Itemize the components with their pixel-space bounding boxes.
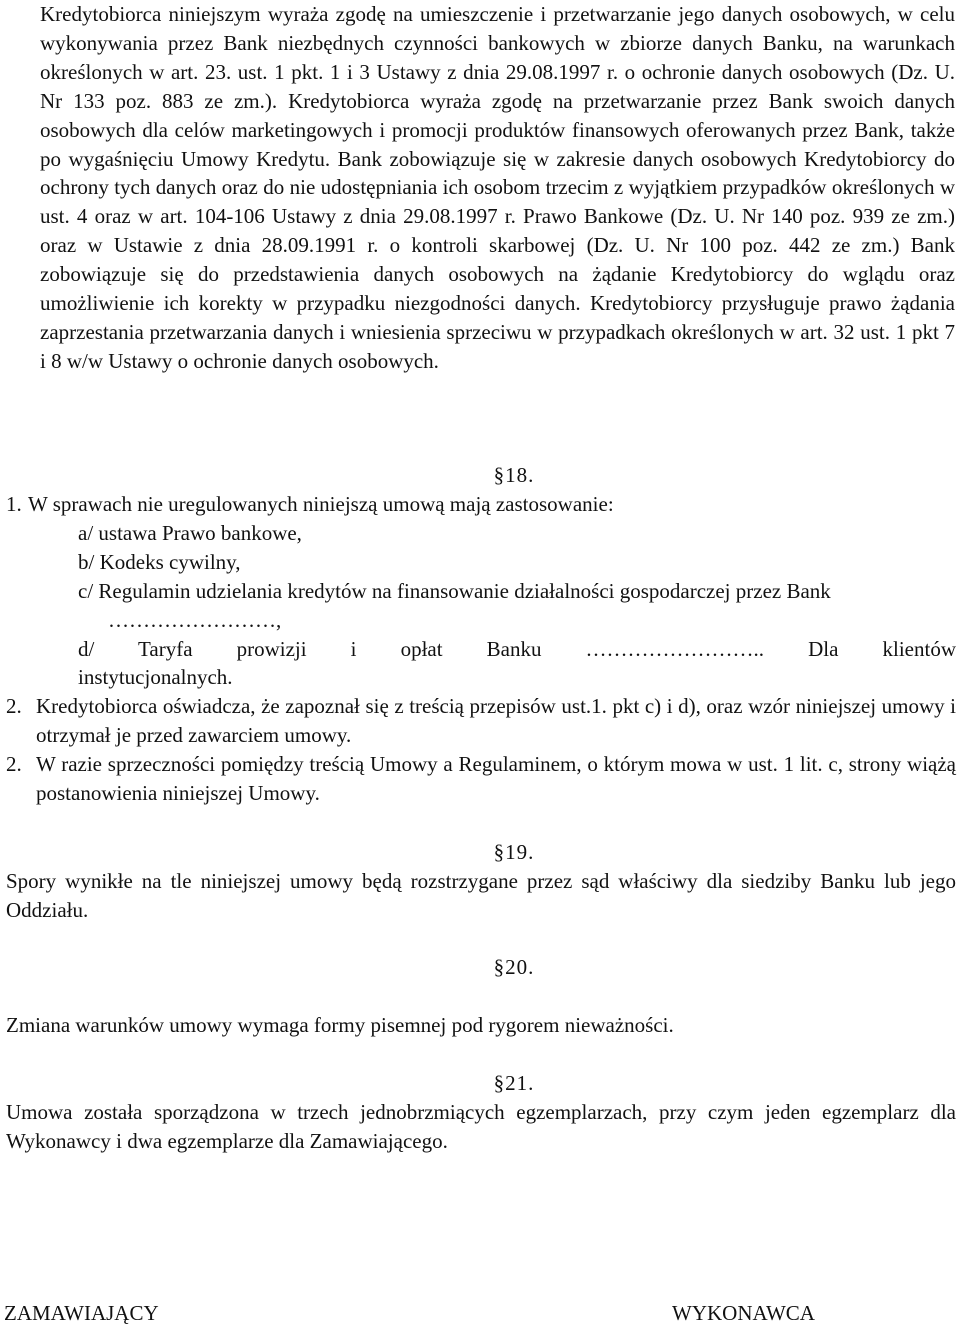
sub-item-d-line1: d/ Taryfa prowizji i opłat Banku …………………….. Dla klientów bbox=[78, 636, 956, 661]
list-item-2-number: 2. bbox=[6, 694, 22, 719]
sub-item-b: b/ Kodeks cywilny, bbox=[78, 549, 241, 574]
section-20-heading bbox=[34, 953, 960, 982]
list-item-3 bbox=[6, 750, 956, 808]
section-symbol: § bbox=[493, 463, 506, 487]
list-item-2 bbox=[6, 692, 956, 750]
section-symbol: § bbox=[493, 840, 506, 864]
section-20-text: Zmiana warunków umowy wymaga formy pisemnej pod rygorem nieważności. bbox=[6, 1013, 674, 1037]
signature-label-client: ZAMAWIAJĄCY bbox=[4, 1301, 159, 1325]
section-21-text: Umowa została sporządzona w trzech jednobrzmiących egzemplarzach, przy czym jeden egzemplarz dla Wykonawcy i dwa egzemplarze dla Zamawiającego. bbox=[6, 1100, 956, 1153]
section-18-heading bbox=[34, 461, 960, 490]
section-symbol: § bbox=[493, 955, 506, 979]
sub-item-d bbox=[78, 635, 956, 693]
consent-paragraph: Kredytobiorca niniejszym wyraża zgodę na umieszczenie i przetwarzanie jego danych osobowych, w celu wykonywania przez Bank niezbędnych czynności bankowych w zbiorze danych Banku, na warunkach określonych w art. 23. ust. 1 pkt. 1 i 3 Ustawy z dnia 29.08.1997 r. o ochronie danych osobowych (Dz. U. Nr 133 poz. 883 ze zm.). Kredytobiorca wyraża zgodę na przetwarzanie przez Bank swoich danych osobowych dla celów marketingowych i promocji produktów finansowych oferowanych przez Bank, także po wygaśnięciu Umowy Kredytu. Bank zobowiązuje się w zakresie danych osobowych Kredytobiorcy do ochrony tych danych oraz do nie udostępniania ich osobom trzecim z wyjątkiem przypadków określonych w ust. 4 oraz w art. 104-106 Ustawy z dnia 29.08.1997 r. Prawo Bankowe (Dz. U. Nr 140 poz. 939 ze zm.) oraz w Ustawie z dnia 28.09.1991 r. o kontroli skarbowej (Dz. U. Nr 100 poz. 442 ze zm.) Bank zobowiązuje się do przedstawienia danych osobowych na żądanie Kredytobiorcy do wglądu oraz umożliwienie ich korekty w przypadku niezgodności danych. Kredytobiorcy przysługuje prawo żądania zaprzestania przetwarzania danych i wniesienia sprzeciwu w przypadkach określonych w art. 32 ust. 1 pkt 7 i 8 w/w Ustawy o ochronie danych osobowych. bbox=[40, 2, 955, 373]
signature-label-contractor: WYKONAWCA bbox=[672, 1301, 815, 1325]
list-item-1 bbox=[6, 490, 956, 519]
sub-item-c-line2: ……………………, bbox=[108, 607, 282, 632]
list-item-3-number: 2. bbox=[6, 752, 22, 777]
sub-item-d-line2: instytucjonalnych. bbox=[78, 665, 233, 690]
sub-item-c-line1: c/ Regulamin udzielania kredytów na finansowanie działalności gospodarczej przez Bank bbox=[78, 578, 831, 603]
list-item-1-number: 1. bbox=[6, 492, 22, 516]
section-19-heading bbox=[34, 838, 960, 867]
section-21-number: 21. bbox=[505, 1071, 535, 1095]
section-symbol: § bbox=[493, 1071, 506, 1095]
section-19-number: 19. bbox=[505, 840, 535, 864]
section-18-list bbox=[6, 490, 956, 808]
section-20-number: 20. bbox=[505, 955, 535, 979]
list-item-3-text: W razie sprzeczności pomiędzy treścią Umowy a Regulaminem, o którym mowa w ust. 1 lit. c, strony wiążą postanowienia niniejszej Umowy. bbox=[36, 752, 956, 806]
list-item-2-text: Kredytobiorca oświadcza, że zapoznał się z treścią przepisów ust.1. pkt c) i d), oraz wzór niniejszej umowy i otrzymał je przed zawarciem umowy. bbox=[36, 694, 956, 748]
section-18-number: 18. bbox=[505, 463, 535, 487]
section-19-text: Spory wynikłe na tle niniejszej umowy będą rozstrzygane przez sąd właściwy dla siedziby Banku lub jego Oddziału. bbox=[6, 869, 956, 922]
list-item-1-text: W sprawach nie uregulowanych niniejszą umową mają zastosowanie: bbox=[28, 492, 614, 516]
sub-item-a: a/ ustawa Prawo bankowe, bbox=[78, 520, 302, 545]
section-21-heading bbox=[34, 1069, 960, 1098]
sub-item-c bbox=[78, 577, 956, 635]
